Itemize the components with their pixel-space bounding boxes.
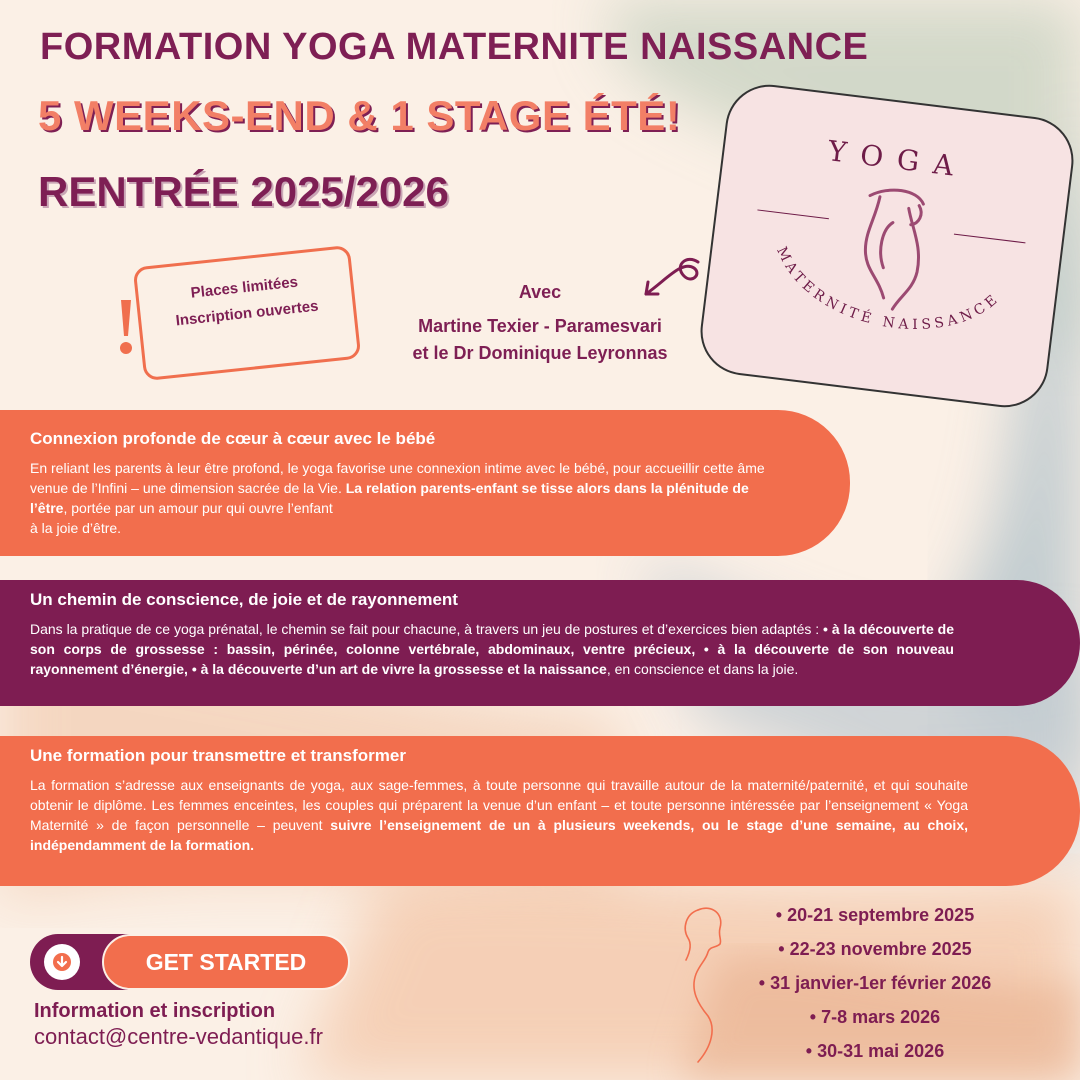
logo-subtitle: MATERNITÉ NAISSANCE [773,244,1004,334]
logo-title: YOGA [826,134,970,185]
title-weekends: 5 WEEKS-END & 1 STAGE ÉTÉ! [38,92,681,139]
inscription-label: Inscription ouvertes [174,297,320,330]
body-text: La formation s’adresse aux enseignants de yoga, aux sage-femmes, à toute personne qui travaille autour de la maternité/paternité, et qui souhaite obtenir le diplôme. Les femmes enceintes, les couples qui préparent la venue d’un enfant – et toute personne intéressée par l’enseignement « Yoga Maternité » de façon personnelle – peuvent [30,777,968,833]
section-connexion [0,410,850,556]
section-heading: Connexion profonde de cœur à cœur avec le bébé [30,429,436,448]
section-body [30,458,780,538]
section-chemin [0,580,1080,706]
section-body [30,619,954,679]
presenter-name-1: Martine Texier - Paramesvari [418,316,662,336]
date-item: • 20-21 septembre 2025 [775,905,975,925]
places-badge [133,245,362,381]
download-arrow-icon[interactable] [44,944,80,980]
section-heading: Une formation pour transmettre et transformer [30,746,406,765]
date-item: • 7-8 mars 2026 [809,1007,941,1027]
section-formation [0,736,1080,886]
presenter-name-2: et le Dr Dominique Leyronnas [412,343,668,363]
body-text: , portée par un amour pur qui ouvre l’enfant [63,500,333,516]
pregnant-silhouette-icon [697,82,1080,414]
arrow-down-icon [52,952,72,972]
date-item: • 31 janvier-1er février 2026 [758,973,992,993]
get-started-button[interactable]: GET STARTED [102,934,350,990]
exclamation-icon [118,298,134,356]
yoga-logo-card [696,80,1079,412]
places-limitees-label: Places limitées [189,273,299,302]
info-label: Information et inscription [34,1000,276,1022]
woman-profile-icon [668,900,738,1070]
contact-email-link[interactable]: contact@centre-vedantique.fr [34,1024,323,1049]
get-started-cta[interactable] [30,934,350,990]
avec-label: Avec [518,282,562,302]
date-item: • 22-23 novembre 2025 [778,939,972,959]
body-bold: La relation parents-enfant se tisse alors dans la plénitude de l’être [30,480,749,516]
date-item: • 30-31 mai 2026 [805,1041,945,1061]
body-bold: suivre l’enseignement de un à plusieurs weekends, ou le stage d’une semaine, au choix, indépendamment de la formation. [30,817,968,853]
section-body [30,775,968,855]
title-rentree: RENTRÉE 2025/2026 [38,168,449,215]
body-text: Dans la pratique de ce yoga prénatal, le chemin se fait pour chacune, à travers un jeu de postures et d’exercices bien adaptés : [30,621,824,637]
section-heading: Un chemin de conscience, de joie et de rayonnement [30,590,458,609]
date-list [730,902,1020,1072]
svg-text:MATERNITÉ NAISSANCE [765,243,1007,345]
curved-arrow-icon [636,254,706,304]
body-bold: • à la découverte de son corps de grossesse : bassin, périnée, colonne vertébrale, abdominaux, ventre précieux, • à la découverte de son nouveau rayonnement d’énergie, • à la découverte d’un art de vivre la grossesse et la naissance [30,621,954,677]
body-text: , en conscience et dans la joie. [606,661,799,677]
body-text: En reliant les parents à leur être profond, le yoga favorise une connexion intime avec le bébé, pour accueillir cette âme venue de l’Infini – une dimension sacrée de la Vie. [30,460,765,496]
title-formation: FORMATION YOGA MATERNITE NAISSANCE [40,26,869,68]
body-text: à la joie d’être. [30,520,122,536]
